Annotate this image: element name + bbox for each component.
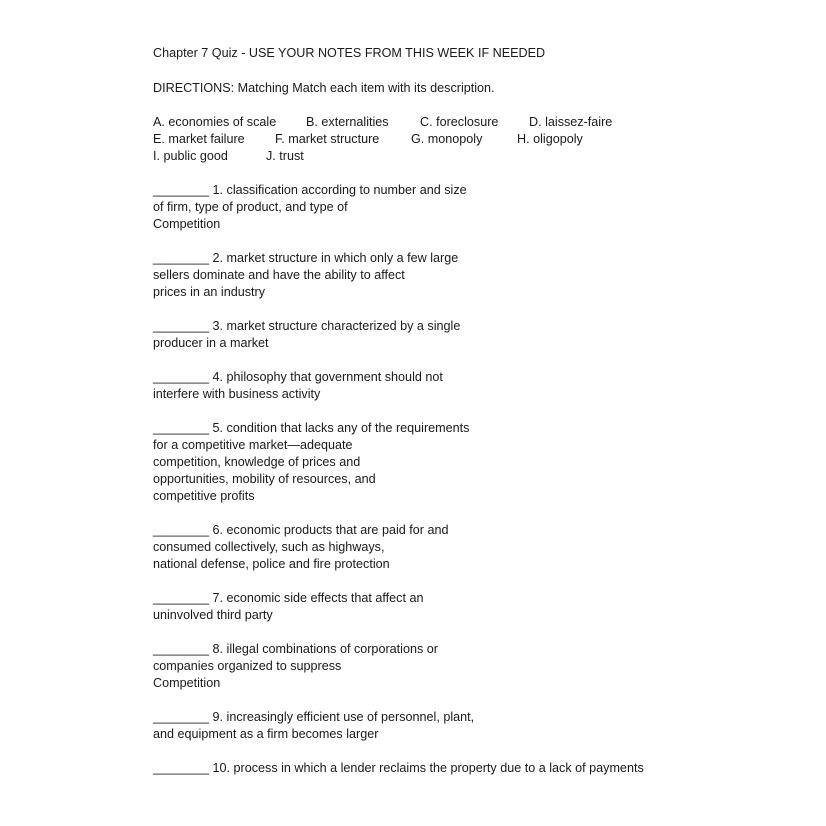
answer-option: F. market structure (275, 132, 380, 146)
question-text-line: and equipment as a firm becomes larger (153, 727, 379, 741)
question-text-line: competition, knowledge of prices and (153, 455, 361, 469)
question-text-line: ________ 9. increasingly efficient use of personnel, plant, (153, 710, 475, 724)
question-text-line: ________ 8. illegal combinations of corporations or (153, 642, 438, 656)
question-item (153, 590, 773, 624)
directions-text: DIRECTIONS: Matching Match each item with its description. (153, 81, 495, 95)
question-text-line: for a competitive market—adequate (153, 438, 353, 452)
answer-option: C. foreclosure (420, 115, 499, 129)
question-text-line: Competition (153, 676, 221, 690)
question-text-line: ________ 5. condition that lacks any of the requirements (153, 421, 470, 435)
question-text-line: consumed collectively, such as highways, (153, 540, 385, 554)
question-text-line: uninvolved third party (153, 608, 273, 622)
answer-option: G. monopoly (411, 132, 483, 146)
answer-option: D. laissez-faire (529, 115, 613, 129)
question-list (153, 182, 773, 777)
answer-option: B. externalities (306, 115, 389, 129)
question-text-line: ________ 10. process in which a lender reclaims the property due to a lack of payments (153, 761, 644, 775)
answer-option: J. trust (266, 149, 304, 163)
question-item (153, 420, 773, 505)
question-text-line: sellers dominate and have the ability to affect (153, 268, 405, 282)
answer-options (153, 114, 773, 165)
question-item (153, 641, 773, 692)
question-item (153, 318, 773, 352)
question-text-line: ________ 3. market structure characterized by a single (153, 319, 461, 333)
question-text-line: producer in a market (153, 336, 269, 350)
question-text-line: of firm, type of product, and type of (153, 200, 348, 214)
question-text-line: ________ 2. market structure in which only a few large (153, 251, 459, 265)
question-text-line: national defense, police and fire protection (153, 557, 390, 571)
question-text-line: ________ 4. philosophy that government should not (153, 370, 443, 384)
question-text-line: ________ 6. economic products that are paid for and (153, 523, 449, 537)
question-text-line: companies organized to suppress (153, 659, 342, 673)
answer-option: E. market failure (153, 132, 245, 146)
quiz-document (153, 45, 773, 794)
question-text-line: ________ 7. economic side effects that affect an (153, 591, 424, 605)
question-item (153, 760, 773, 777)
answer-option: H. oligopoly (517, 132, 583, 146)
question-item (153, 369, 773, 403)
page-title: Chapter 7 Quiz - USE YOUR NOTES FROM THIS WEEK IF NEEDED (153, 46, 546, 60)
question-text-line: ________ 1. classification according to number and size (153, 183, 467, 197)
option-row (153, 131, 773, 148)
answer-option: A. economies of scale (153, 115, 277, 129)
question-item (153, 182, 773, 233)
question-text-line: interfere with business activity (153, 387, 321, 401)
answer-option: I. public good (153, 149, 228, 163)
question-text-line: competitive profits (153, 489, 255, 503)
question-text-line: Competition (153, 217, 221, 231)
question-item (153, 250, 773, 301)
option-row (153, 148, 773, 165)
question-text-line: prices in an industry (153, 285, 265, 299)
question-text-line: opportunities, mobility of resources, and (153, 472, 376, 486)
option-row (153, 114, 773, 131)
question-item (153, 709, 773, 743)
question-item (153, 522, 773, 573)
